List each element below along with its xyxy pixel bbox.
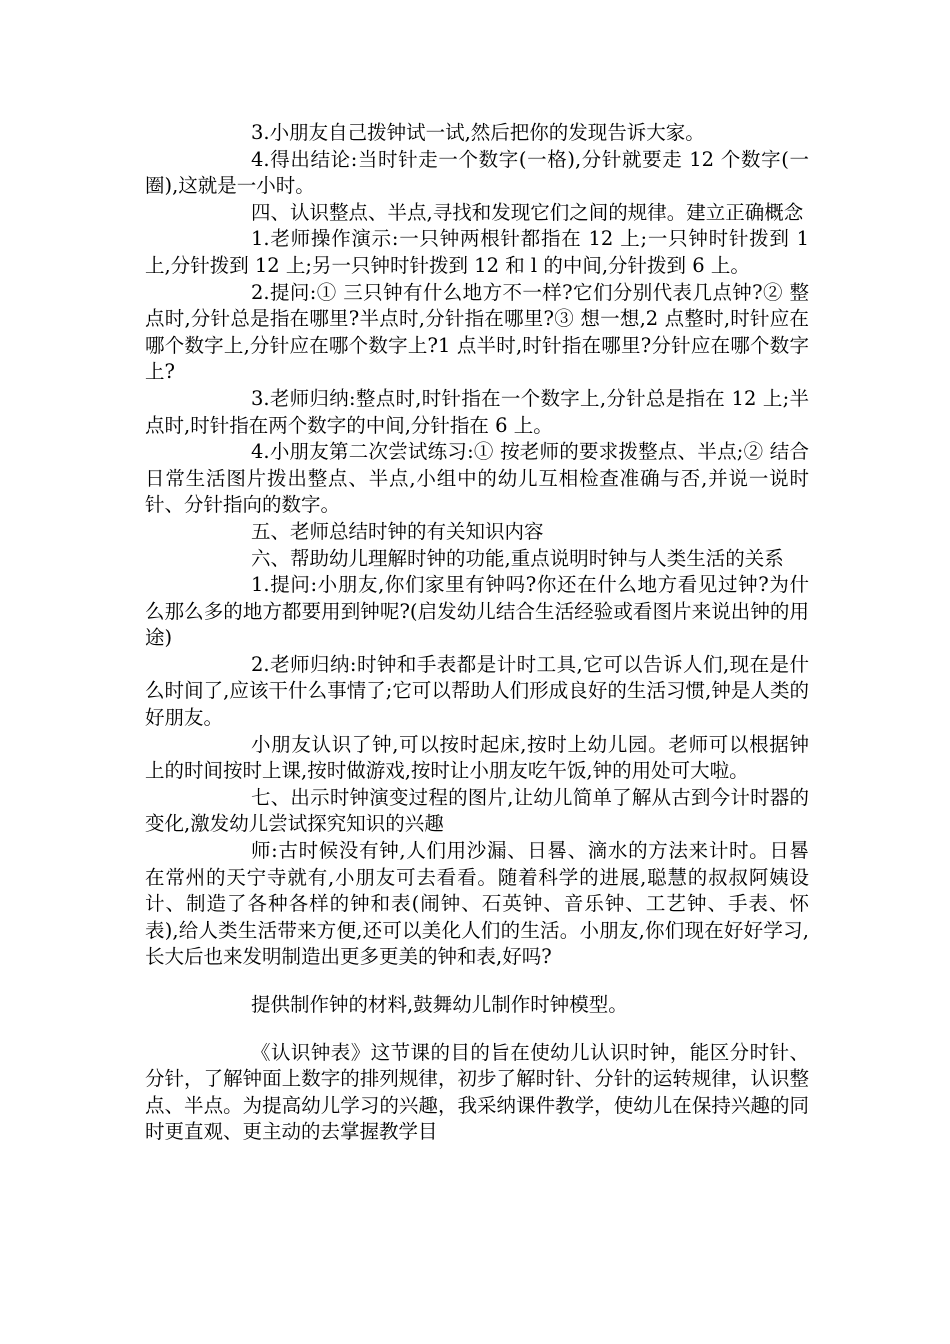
paragraph-clock-usage: 小朋友认识了钟,可以按时起床,按时上幼儿园。老师可以根据钟上的时间按时上课,按时做游戏,按时让小朋友吃午饭,钟的用处可大啦。 [145, 732, 809, 783]
section-heading-5: 五、老师总结时钟的有关知识内容 [251, 519, 544, 543]
section-heading-7: 七、出示时钟演变过程的图片,让幼儿简单了解从古到今计时器的变化,激发幼儿尝试探究知识的兴趣 [145, 785, 809, 836]
paragraph-questions: 2.提问:① 三只钟有什么地方不一样?它们分别代表几点钟?② 整点时,分针总是指在哪里?半点时,分针指在哪里?③ 想一想,2 点整时,时针应在哪个数字上,分针应在哪个数字上?1 点半时,时针指在哪里?分针应在哪个数字上? [145, 280, 809, 384]
paragraph-materials: 提供制作钟的材料,鼓舞幼儿制作时钟模型。 [251, 993, 628, 1016]
paragraph-step-4: 4.得出结论:当时针走一个数字(一格),分针就要走 12 个数字(一圈),这就是一小时。 [145, 147, 809, 198]
paragraph-step-3: 3.小朋友自己拨钟试一试,然后把你的发现告诉大家。 [251, 121, 705, 144]
paragraph-history: 师:古时候没有钟,人们用沙漏、日晷、滴水的方法来计时。日晷在常州的天宁寺就有,小朋友可去看看。随着科学的进展,聪慧的叔叔阿姨设计、制造了各种各样的钟和表(闹钟、石英钟、音乐钟、工艺钟、手表、怀表),给人类生活带来方便,还可以美化人们的生活。小朋友,你们现在好好学习,长大后也来发明制造出更多更美的钟和表,好吗? [145, 839, 809, 969]
paragraph-teacher-demo: 1.老师操作演示:一只钟两根针都指在 12 上;一只钟时针拨到 1 上,分针拨到 12 上;另一只钟时针拨到 12 和 l 的中间,分针拨到 6 上。 [145, 227, 809, 277]
paragraph-reflection: 《认识钟表》这节课的目的旨在使幼儿认识时钟，能区分时针、分针，了解钟面上数字的排列规律，初步了解时针、分针的运转规律，认识整点、半点。为提高幼儿学习的兴趣，我采纳课件教学，使幼儿在保持兴趣的同时更直观、更主动的去掌握教学目 [145, 1040, 809, 1144]
paragraph-second-practice: 4.小朋友第二次尝试练习:① 按老师的要求拨整点、半点;② 结合日常生活图片拨出整点、半点,小组中的幼儿互相检查准确与否,并说一说时针、分针指向的数字。 [145, 440, 809, 517]
paragraph-clock-function: 2.老师归纳:时钟和手表都是计时工具,它可以告诉人们,现在是什么时间了,应该干什么事情了;它可以帮助人们形成良好的生活习惯,钟是人类的好朋友。 [145, 652, 809, 730]
paragraph-teacher-summary: 3.老师归纳:整点时,时针指在一个数字上,分针总是指在 12 上;半点时,时针指在两个数字的中间,分针指在 6 上。 [145, 386, 809, 437]
paragraph-question-clock: 1.提问:小朋友,你们家里有钟吗?你还在什么地方看见过钟?为什么那么多的地方都要用到钟呢?(启发幼儿结合生活经验或看图片来说出钟的用途) [145, 573, 809, 650]
section-heading-4: 四、认识整点、半点,寻找和发现它们之间的规律。建立正确概念 [251, 200, 804, 224]
document-body [145, 120, 809, 1146]
section-heading-6: 六、帮助幼儿理解时钟的功能,重点说明时钟与人类生活的关系 [251, 546, 784, 570]
